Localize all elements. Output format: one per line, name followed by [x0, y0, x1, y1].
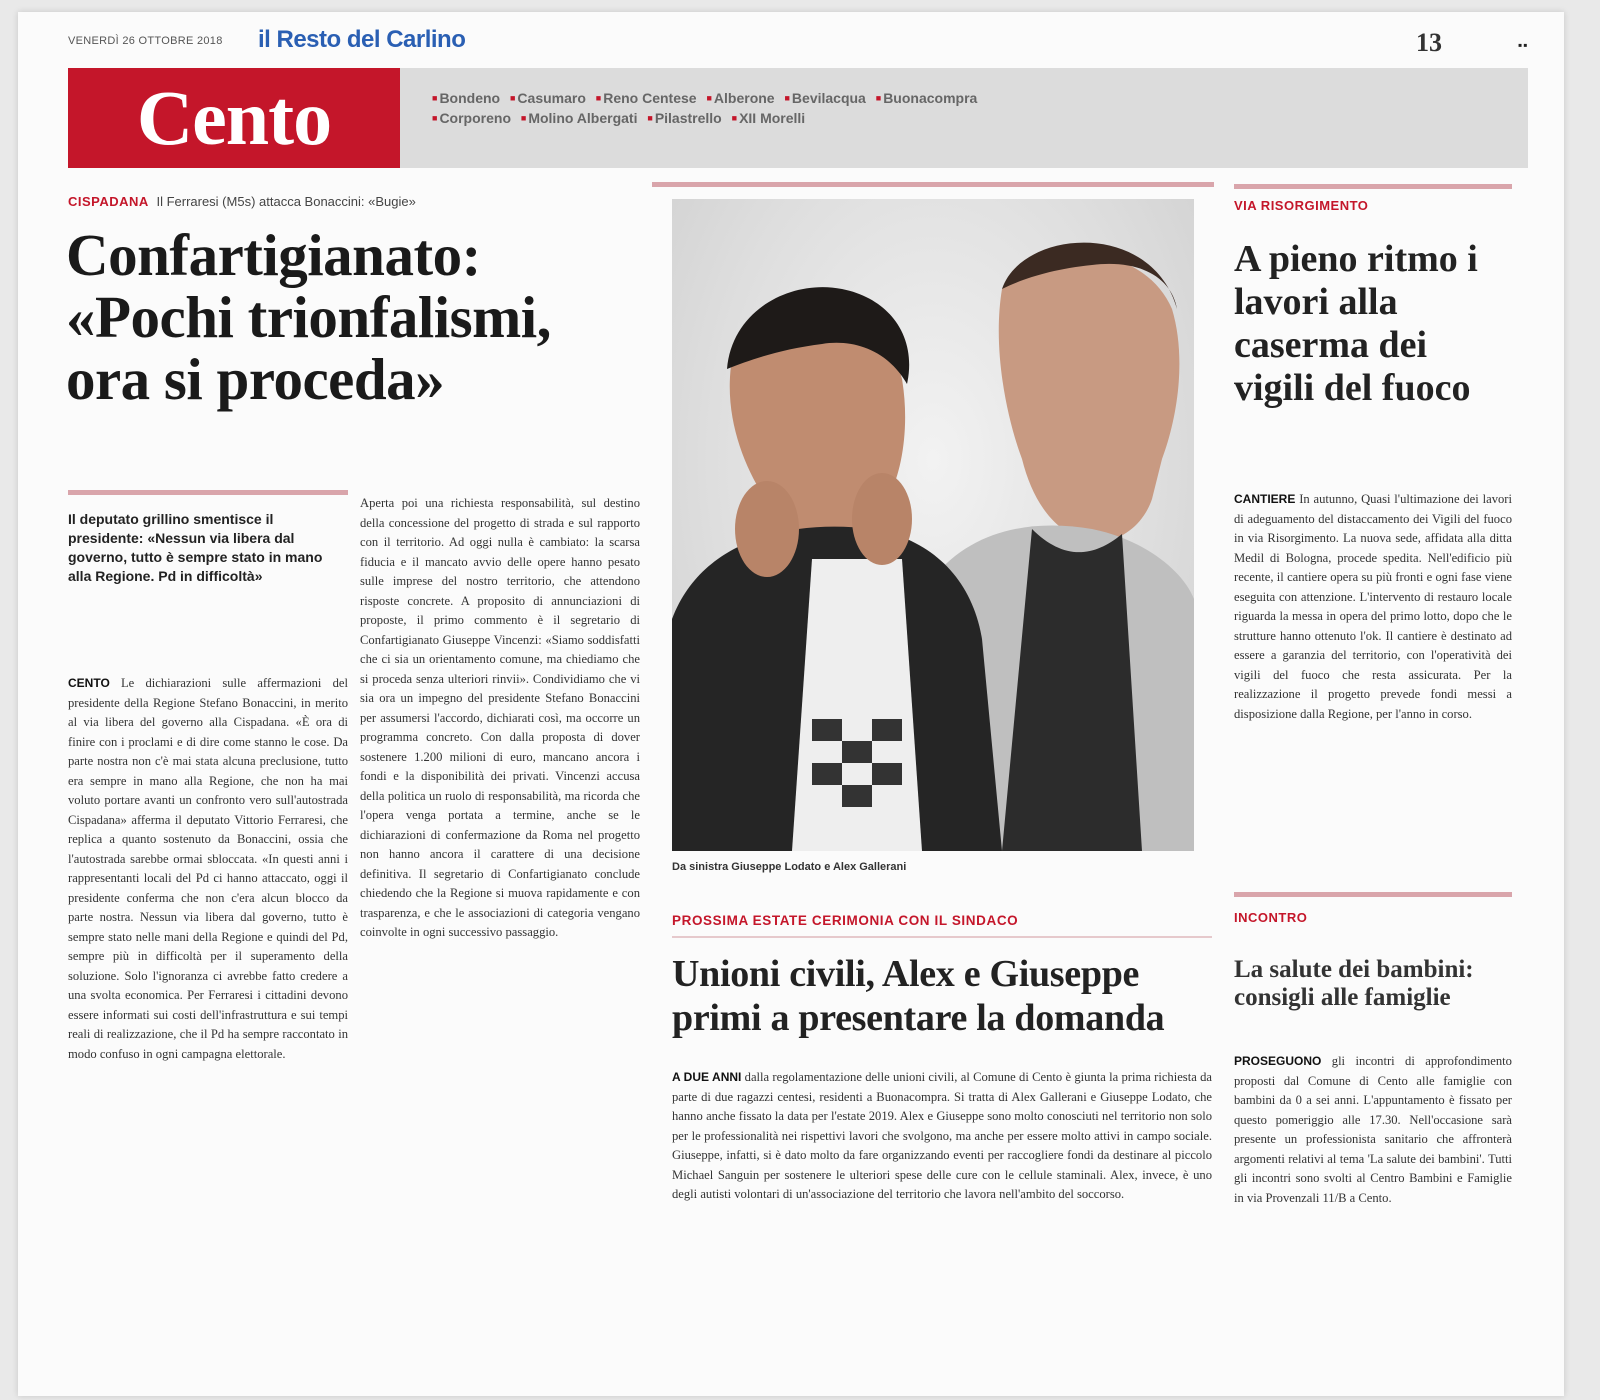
page-number: 13 — [1416, 28, 1442, 57]
center-article-kicker: PROSSIMA ESTATE CERIMONIA CON IL SINDACO — [672, 913, 1212, 938]
column-rule — [68, 490, 348, 495]
dateline-lead: CANTIERE — [1234, 492, 1296, 506]
right-article-headline: A pieno ritmo i lavori alla caserma dei vigili del fuoco — [1234, 238, 1478, 409]
town-item: ■ Corporeno — [432, 108, 511, 128]
town-item: ■ Buonacompra — [876, 88, 978, 108]
article-text: gli incontri di approfondimento proposti dal Comune di Cento alle famiglie con bambini da 0 a sei anni. L'appuntamento è fissato per questo pomeriggio alle 17.30. Nell'occasione sarà presente un professionista sanitario che affronterà argomenti relativi al tema 'La salute dei bambini'. Tutti gli incontri sono svolti al Centro Bambini e Famiglie in via Provenzali 11/B a Cento. — [1234, 1054, 1512, 1205]
town-item: ■ Reno Centese — [596, 88, 697, 108]
left-article-column-1 — [68, 674, 348, 1364]
right-article2-kicker: INCONTRO — [1234, 910, 1308, 925]
kicker-label: CISPADANA — [68, 194, 149, 209]
section-banner — [68, 68, 1528, 168]
section-title: Cento — [136, 74, 332, 161]
corner-mark-icon: ▪▪ — [1518, 38, 1529, 52]
article-text: dalla regolamentazione delle unioni civili, al Comune di Cento è giunta la prima richiesta da parte di due ragazzi centesi, residenti a Buonacompra. Si tratta di Alex Gallerani e Giuseppe Lodato, che hanno anche fissato la data per l'estate 2019. Alex e Giuseppe sono molto conosciuti nel territorio non solo per le professionalità nei rispettivi lavori che svolgono, ma anche per essere molto attivi in campo sociale. Giuseppe, infatti, si è dato molto da fare organizzando eventi per raccogliere fondi da destinare al piccolo Michael Sanguin per sostenere le ulteriori spese delle cure con le cellule staminali. Alex, invece, è uno degli autisti volontari di un'associazione del territorio che lavora nell'ambito del soccorso. — [672, 1070, 1212, 1201]
town-item: ■ Bevilacqua — [784, 88, 865, 108]
dateline: VENERDÌ 26 OTTOBRE 2018 — [68, 35, 223, 47]
paper-logo: il Resto del Carlino — [258, 26, 466, 53]
column-rule — [1234, 184, 1512, 189]
right-article-kicker: VIA RISORGIMENTO — [1234, 198, 1369, 213]
photo-caption: Da sinistra Giuseppe Lodato e Alex Gallerani — [672, 861, 907, 873]
article-text: In autunno, Quasi l'ultimazione dei lavori di adeguamento del distaccamento dei Vigili del fuoco in via Risorgimento. La nuova sede, affidata alla ditta Medil di Bologna, procede spedita. Nell'edificio più recente, il cantiere opera su più fronti e ogni fase viene eseguita con attenzione. L'intervento di restauro locale riguarda la messa in opera del primo lotto, dopo che le strutture hanno ottenuto l'ok. Il cantiere è destinato ad essere a garanzia del territorio, con l'operatività dei vigili del fuoco che resta assicurata. Per la realizzazione il progetto prevede fondi messi a disposizione dalla Regione, per l'anno in corso. — [1234, 492, 1512, 721]
photo-illustration — [672, 199, 1194, 851]
right-article-body — [1234, 490, 1512, 872]
left-article-column-2 — [360, 494, 640, 1364]
town-item: ■ Casumaro — [510, 88, 586, 108]
couple-photo — [672, 199, 1194, 851]
town-list — [432, 88, 992, 128]
left-article-subhead: Il deputato grillino smentisce il presidente: «Nessun via libera dal governo, tutto è sempre stato in mano alla Regione. Pd in difficoltà» — [68, 511, 323, 584]
right-article2-headline: La salute dei bambini: consigli alle famiglie — [1234, 956, 1474, 1011]
photo-frame — [652, 182, 1214, 882]
masthead — [68, 26, 1529, 57]
town-item: ■ Molino Albergati — [521, 108, 638, 128]
town-item: ■ Alberone — [706, 88, 774, 108]
section-title-block — [68, 68, 400, 168]
article-text: Aperta poi una richiesta responsabilità, sul destino della concessione del progetto di strada e sul rapporto con il territorio. Ad oggi nulla è cambiato: la scarsa fiducia e il mancato avvio delle opere hanno pesato sulle imprese del nostro territorio, che attendono risposte concrete. A proposito di annunciazioni di proposte, il primo commento è il segretario di Confartigianato Giuseppe Vincenzi: «Siamo soddisfatti che ci sia un orientamento comune, ma chiediamo che si proceda senza ulteriori rinvii». Condividiamo che vi sia ora un impegno del presidente Stefano Bonaccini per assumersi l'accordo, dichiarati così, ma occorre un programma concreto. Con dalla proposta di dover sostenere 1.200 milioni di euro, mancano ancora i fondi e la disponibilità dei privati. Vincenzi accusa della politica un ruolo di responsabilità, ma ricorda che l'opera venga portata a termine, anche se le dichiarazioni di confermazione da Roma nel progetto non hanno ancora il carattere di una decisione definitiva. Il segretario di Confartigianato conclude chiedendo che la Regione si muova rapidamente e con trasparenza, e che le associazioni di categoria vengano coinvolte in ogni successivo passaggio. — [360, 496, 640, 939]
left-article-headline: Confartigianato: «Pochi trionfalismi, ora si proceda» — [66, 222, 551, 412]
town-item: ■ XII Morelli — [732, 108, 806, 128]
town-item: ■ Pilastrello — [647, 108, 721, 128]
center-article-headline: Unioni civili, Alex e Giuseppe primi a presentare la domanda — [672, 953, 1165, 1039]
column-rule — [1234, 892, 1512, 897]
dateline-lead: A DUE ANNI — [672, 1070, 742, 1084]
left-article-kicker — [68, 194, 638, 209]
right-article2-body — [1234, 1052, 1512, 1368]
dateline-lead: CENTO — [68, 676, 110, 690]
kicker-subtitle: Il Ferraresi (M5s) attacca Bonaccini: «Bugie» — [156, 194, 416, 209]
town-item: ■ Bondeno — [432, 88, 500, 108]
newspaper-page — [18, 12, 1564, 1396]
center-article-body — [672, 1068, 1212, 1368]
article-text: Le dichiarazioni sulle affermazioni del presidente della Regione Stefano Bonaccini, in merito al via libera del governo alla Cispadana. «È ora di finire con i proclami e di dire come stanno le cose. Da parte nostra non c'è mai stata alcuna preclusione, tutto era sempre in mano alla Regione, che non ha mai voluto portare avanti un confronto vero sull'autostrada Cispadana» afferma il deputato Vittorio Ferraresi, che replica a quanto sostenuto da Bonaccini, ossia che l'autostrada sarebbe ormai sbloccata. «In questi anni i rappresentanti locali del Pd ci hanno attaccato, oggi il presidente conferma che non c'era alcun blocco da parte nostra. Nessun via libera dal governo, tutto è sempre stato nelle mani della Regione e quindi del Pd, sempre più in difficoltà per il superamento della soluzione. Solo l'ignoranza ci avrebbe fatto credere a una svolta economica. Per Ferraresi i cittadini devono essere informati sui costi dell'infrastruttura e sui tempi reali di realizzazione, che il Pd ha sempre raccontato in modo confuso in ogni campagna elettorale. — [68, 676, 348, 1061]
dateline-lead: PROSEGUONO — [1234, 1054, 1322, 1068]
